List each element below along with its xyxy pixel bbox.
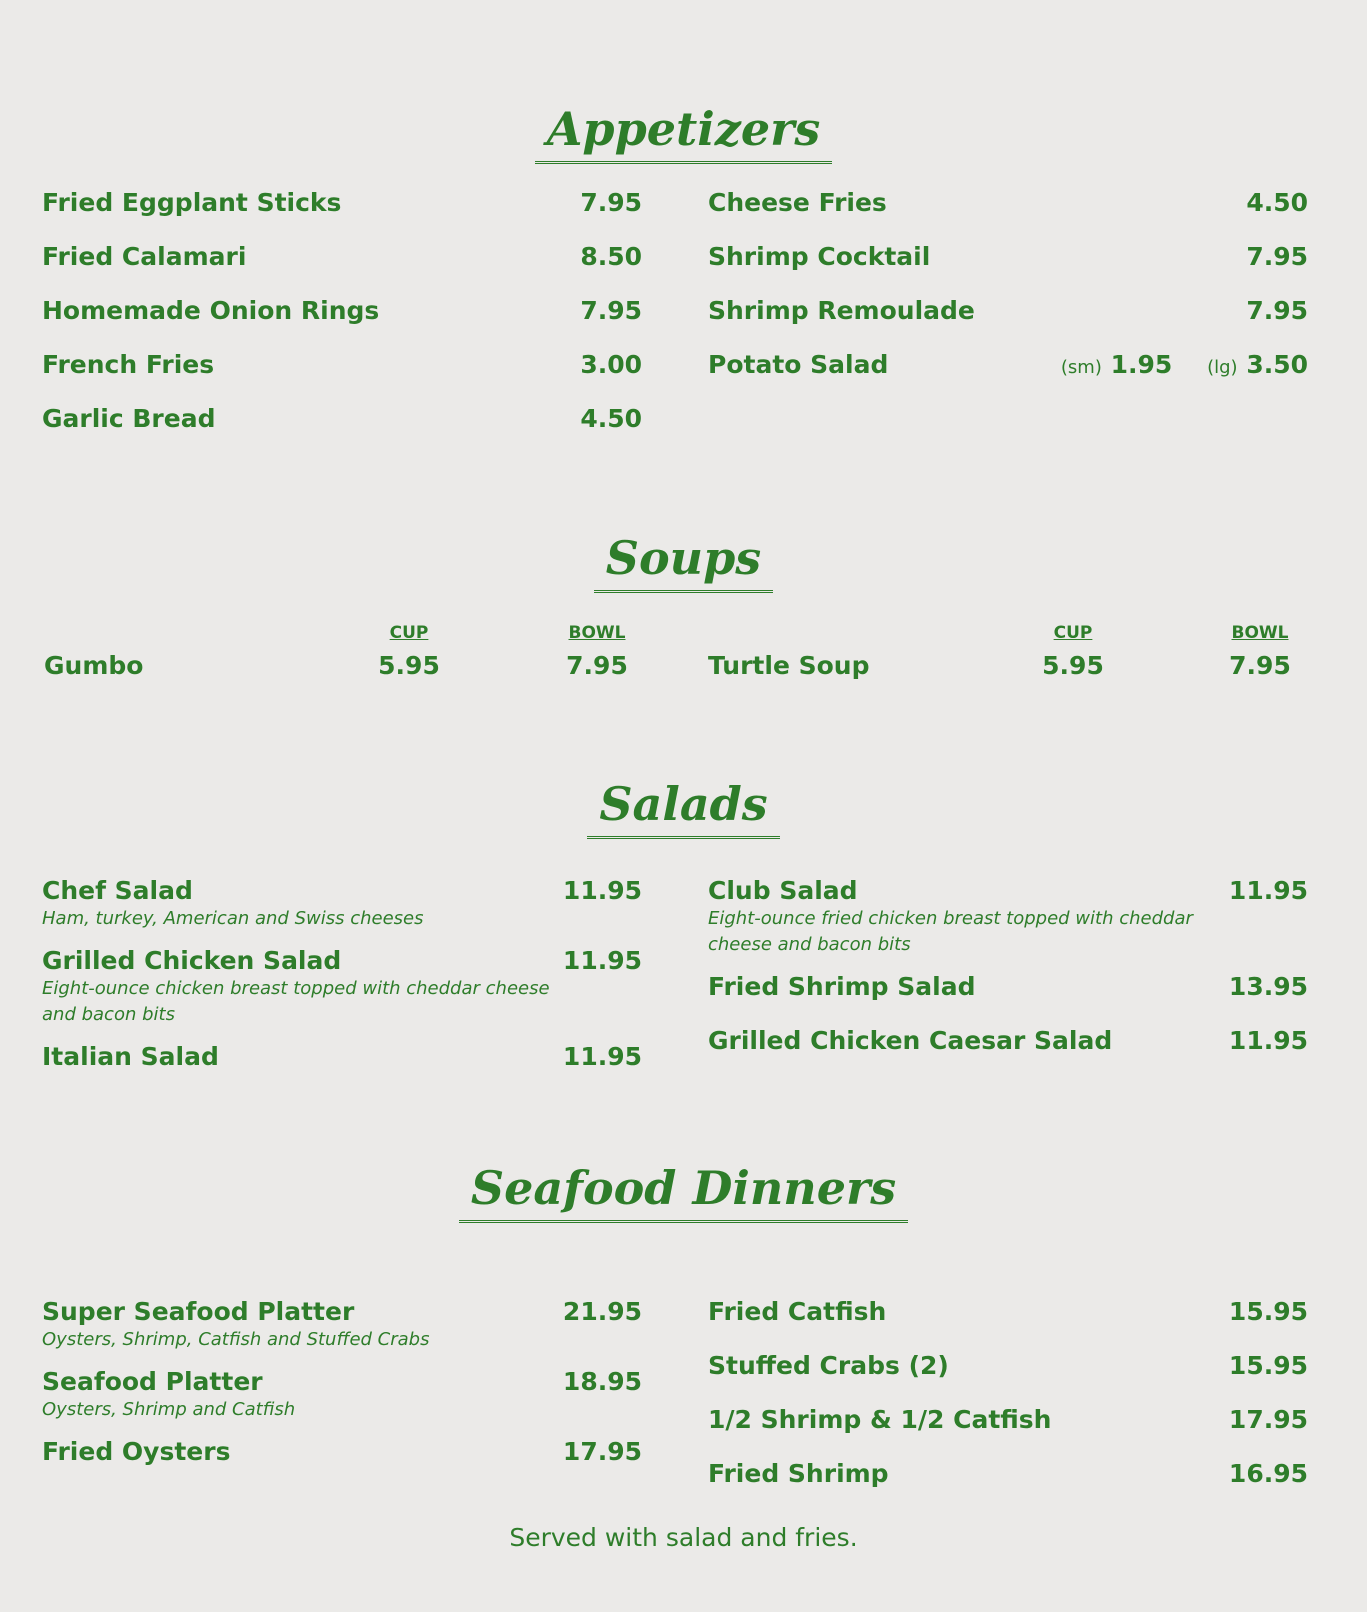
menu-item — [708, 1405, 1308, 1435]
menu-item — [42, 1042, 642, 1072]
size-large-price: 3.50 — [1246, 350, 1308, 379]
item-price: 4.50 — [1246, 188, 1308, 217]
item-price: 4.50 — [580, 404, 642, 433]
item-name: Potato Salad — [708, 350, 889, 379]
potato-salad-item — [708, 350, 1308, 380]
menu-item — [42, 350, 642, 380]
salads-left-column — [42, 876, 642, 1096]
menu-item — [42, 242, 642, 272]
seafood-right-column — [708, 1297, 1308, 1513]
item-price: 11.95 — [562, 946, 642, 975]
appetizers-left-column — [42, 188, 642, 458]
menu-item — [708, 1459, 1308, 1489]
salads-right-column — [708, 876, 1308, 1080]
item-price: 17.95 — [562, 1437, 642, 1466]
size-small-price: 1.95 — [1110, 350, 1173, 379]
seafood-heading — [0, 1163, 1367, 1223]
item-name: Fried Catfish — [708, 1297, 887, 1326]
soups-heading — [0, 533, 1367, 593]
item-name: Fried Shrimp Salad — [708, 972, 976, 1001]
size-large-label: (lg) — [1207, 357, 1238, 378]
menu-item — [708, 876, 1308, 958]
item-name: Fried Eggplant Sticks — [42, 188, 342, 217]
menu-item — [42, 296, 642, 326]
item-price: 21.95 — [562, 1297, 642, 1326]
item-price: 15.95 — [1228, 1297, 1308, 1326]
item-description: Ham, turkey, American and Swiss cheeses — [42, 908, 424, 929]
item-name: Seafood Platter — [42, 1367, 263, 1396]
menu-item — [708, 188, 1308, 218]
item-name: Fried Shrimp — [708, 1459, 889, 1488]
item-price: 15.95 — [1228, 1351, 1308, 1380]
soups-title: Soups — [594, 533, 773, 593]
item-price: 16.95 — [1228, 1459, 1308, 1488]
salads-heading — [0, 779, 1367, 839]
item-description: Oysters, Shrimp, Catfish and Stuffed Crabs — [42, 1329, 430, 1350]
item-name: Italian Salad — [42, 1042, 219, 1071]
item-price: 11.95 — [1228, 876, 1308, 905]
item-price: 7.95 — [1246, 296, 1308, 325]
seafood-footer-note: Served with salad and fries. — [509, 1523, 858, 1552]
soup-name: Gumbo — [44, 651, 144, 680]
item-price: 17.95 — [1228, 1405, 1308, 1434]
appetizers-right-column — [708, 188, 1308, 404]
item-name: Grilled Chicken Caesar Salad — [708, 1026, 1113, 1055]
item-name: Super Seafood Platter — [42, 1297, 355, 1326]
item-price: 13.95 — [1228, 972, 1308, 1001]
cup-label: CUP — [1053, 623, 1093, 643]
item-name: Chef Salad — [42, 876, 193, 905]
appetizers-title: Appetizers — [535, 104, 833, 164]
menu-item — [708, 242, 1308, 272]
item-name: Fried Calamari — [42, 242, 247, 271]
size-small-label: (sm) — [1060, 357, 1102, 378]
item-name: Grilled Chicken Salad — [42, 946, 342, 975]
cup-label: CUP — [389, 623, 429, 643]
item-description: Eight-ounce fried chicken breast topped with cheddar cheese and bacon bits — [708, 908, 1193, 955]
menu-item — [708, 1351, 1308, 1381]
appetizers-heading — [0, 104, 1367, 164]
menu-item — [42, 1437, 642, 1467]
item-name: Homemade Onion Rings — [42, 296, 380, 325]
item-name: Shrimp Remoulade — [708, 296, 975, 325]
bowl-label: BOWL — [568, 623, 626, 643]
item-price: 7.95 — [580, 188, 642, 217]
bowl-label: BOWL — [1231, 623, 1289, 643]
item-price: 3.00 — [580, 350, 642, 379]
item-name: Garlic Bread — [42, 404, 216, 433]
menu-item — [708, 1297, 1308, 1327]
menu-item — [42, 188, 642, 218]
item-description: Eight-ounce chicken breast topped with cheddar cheese and bacon bits — [42, 978, 550, 1025]
item-price: 11.95 — [562, 876, 642, 905]
item-price: 7.95 — [580, 296, 642, 325]
menu-item — [42, 404, 642, 434]
bowl-price: 7.95 — [566, 651, 628, 680]
item-price: 7.95 — [1246, 242, 1308, 271]
item-name: Shrimp Cocktail — [708, 242, 931, 271]
menu-item — [708, 1026, 1308, 1056]
salads-title: Salads — [587, 779, 779, 839]
seafood-title: Seafood Dinners — [459, 1163, 908, 1223]
menu-item — [42, 876, 642, 932]
cup-price: 5.95 — [378, 651, 440, 680]
menu-item — [42, 1367, 642, 1423]
menu-item — [42, 1297, 642, 1353]
menu-item — [42, 946, 642, 1028]
item-name: Club Salad — [708, 876, 858, 905]
menu-item — [708, 296, 1308, 326]
item-price: 11.95 — [1228, 1026, 1308, 1055]
item-name: 1/2 Shrimp & 1/2 Catfish — [708, 1405, 1052, 1434]
bowl-price: 7.95 — [1229, 651, 1291, 680]
potato-salad-prices — [1061, 350, 1308, 383]
cup-price: 5.95 — [1042, 651, 1104, 680]
item-price: 8.50 — [580, 242, 642, 271]
item-name: French Fries — [42, 350, 215, 379]
item-name: Stuffed Crabs (2) — [708, 1351, 949, 1380]
item-price: 18.95 — [562, 1367, 642, 1396]
soup-name: Turtle Soup — [708, 651, 870, 680]
item-name: Fried Oysters — [42, 1437, 231, 1466]
menu-item — [708, 972, 1308, 1002]
item-name: Cheese Fries — [708, 188, 887, 217]
item-price: 11.95 — [562, 1042, 642, 1071]
item-description: Oysters, Shrimp and Catfish — [42, 1399, 296, 1420]
seafood-left-column — [42, 1297, 642, 1491]
